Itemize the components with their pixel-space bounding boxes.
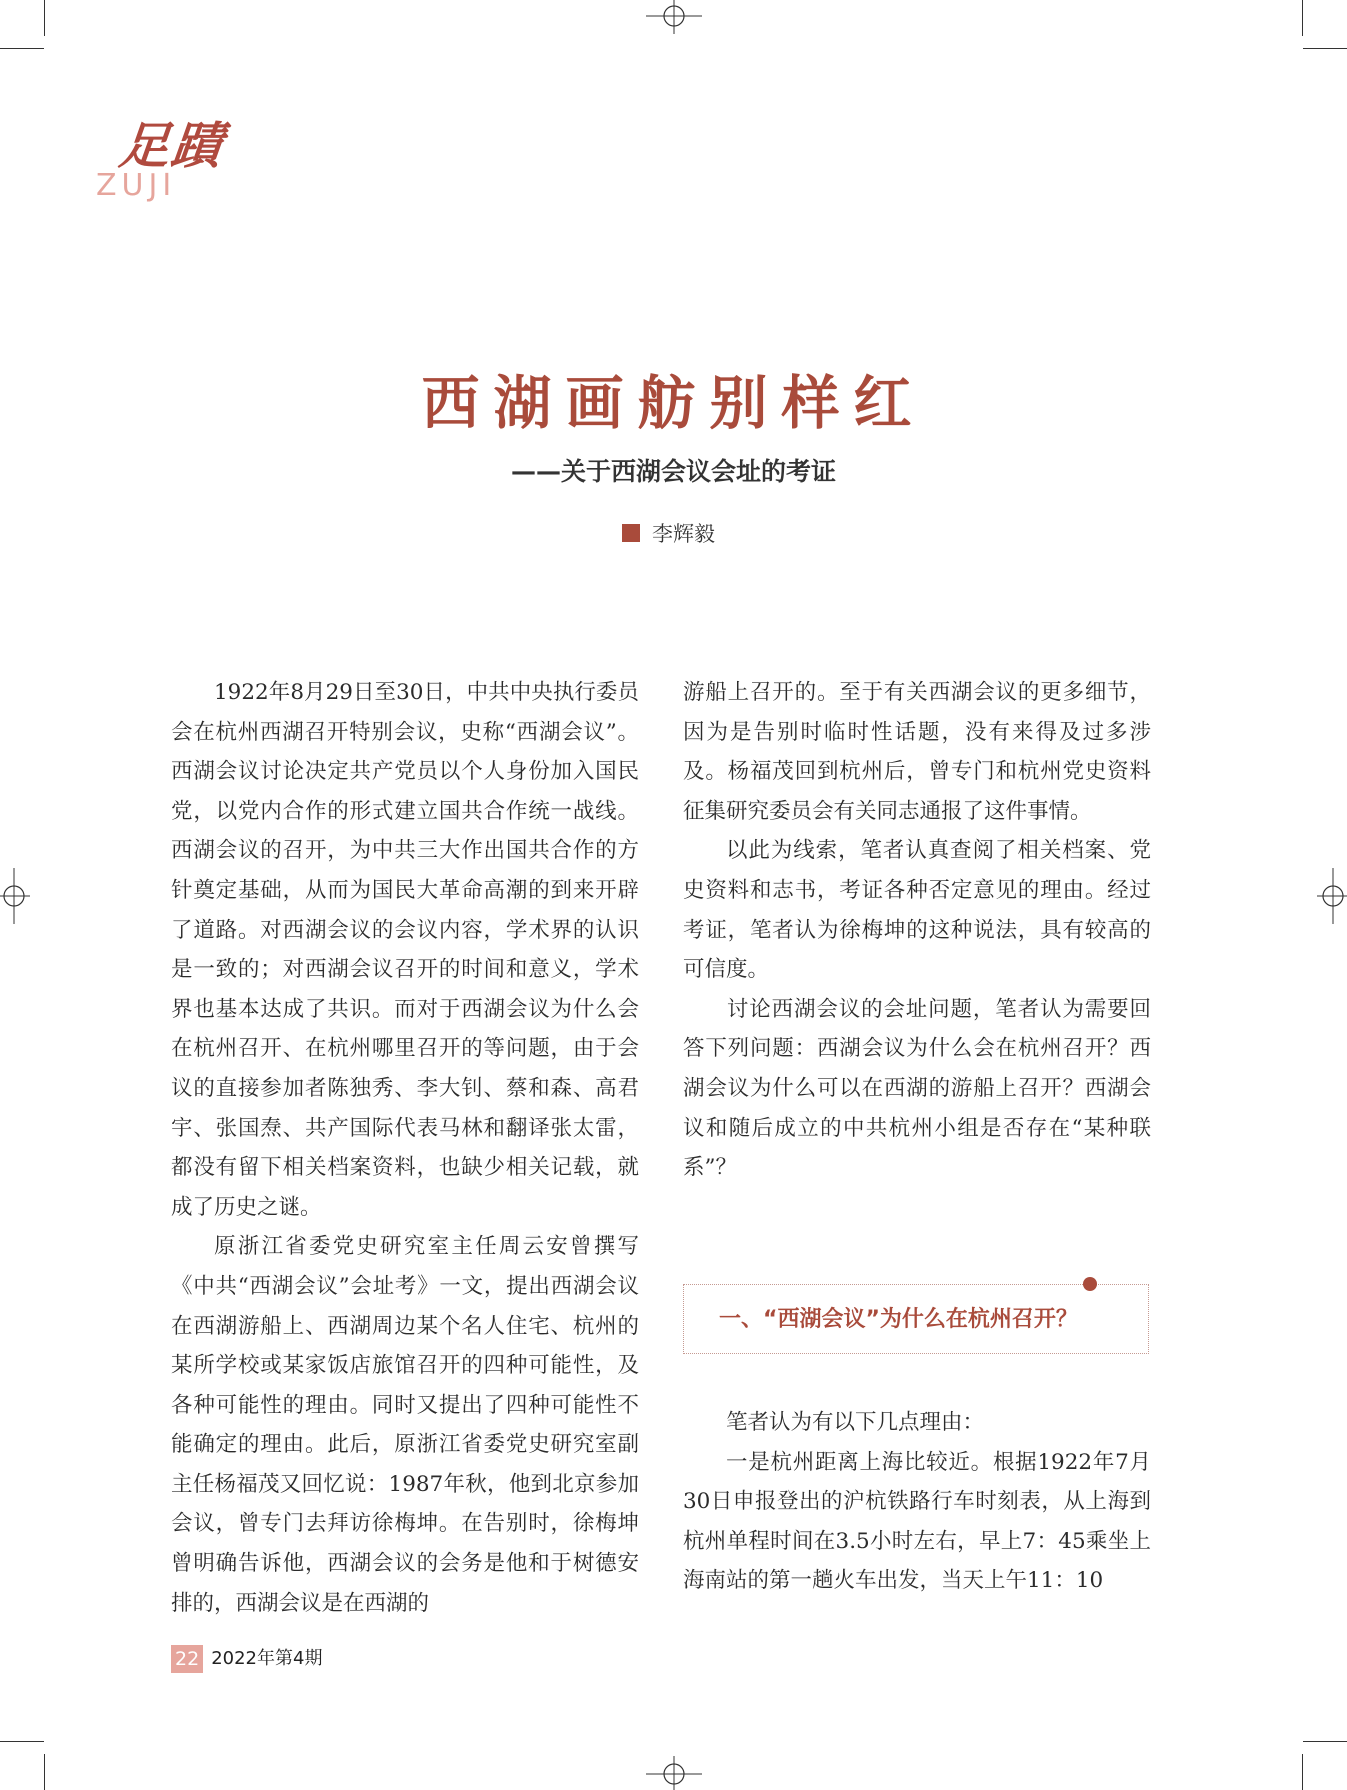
crop-mark	[1302, 0, 1303, 36]
paragraph: 讨论西湖会议的会址问题，笔者认为需要回答下列问题：西湖会议为什么会在杭州召开？西湖会议为什么可以在西湖的游船上召开？西湖会议和随后成立的中共杭州小组是否存在“某种联系”？	[683, 996, 1151, 1181]
page-footer	[171, 1644, 322, 1673]
paragraph: 原浙江省委党史研究室主任周云安曾撰写《中共“西湖会议”会址考》一文，提出西湖会议在西湖游船上、西湖周边某个名人住宅、杭州的某所学校或某家饭店旅馆召开的四种可能性，及各种可能性的理由。同时又提出了四种可能性不能确定的理由。此后，原浙江省委党史研究室副主任杨福茂又回忆说：1987年秋，他到北京参加会议，曾专门去拜访徐梅坤。在告别时，徐梅坤曾明确告诉他，西湖会议的会务是他和于树德安排的，西湖会议是在西湖的	[171, 1234, 639, 1616]
crop-mark	[0, 1741, 44, 1742]
section-heading-box	[683, 1284, 1149, 1354]
paragraph: 1922年8月29日至30日，中共中央执行委员会在杭州西湖召开特别会议，史称“西湖会议”。西湖会议讨论决定共产党员以个人身份加入国民党，以党内合作的形式建立国共合作统一战线。西湖会议的召开，为中共三大作出国共合作的方针奠定基础，从而为国民大革命高潮的到来开辟了道路。对西湖会议的会议内容，学术界的认识是一致的；对西湖会议召开的时间和意义，学术界也基本达成了共识。而对于西湖会议为什么会在杭州召开、在杭州哪里召开的等问题，由于会议的直接参加者陈独秀、李大钊、蔡和森、高君宇、张国焘、共产国际代表马林和翻译张太雷，都没有留下相关档案资料，也缺少相关记载，就成了历史之谜。	[171, 680, 639, 1220]
left-column	[171, 673, 639, 1623]
registration-mark-icon	[646, 1756, 702, 1790]
paragraph: 一是杭州距离上海比较近。根据1922年7月30日申报登出的沪杭铁路行车时刻表，从上海到杭州单程时间在3.5小时左右，早上7：45乘坐上海南站的第一趟火车出发，当天上午11：10	[683, 1449, 1151, 1594]
right-column-top	[683, 673, 1151, 1188]
registration-mark-icon	[1317, 868, 1347, 924]
paragraph: 游船上召开的。至于有关西湖会议的更多细节，因为是告别时临时性话题，没有来得及过多涉及。杨福茂回到杭州后，曾专门和杭州党史资料征集研究委员会有关同志通报了这件事情。	[683, 680, 1151, 824]
paragraph: 以此为线索，笔者认真查阅了相关档案、党史资料和志书，考证各种否定意见的理由。经过考证，笔者认为徐梅坤的这种说法，具有较高的可信度。	[683, 838, 1151, 983]
crop-mark	[1303, 48, 1347, 49]
logo-chinese-text: 足蹟	[116, 116, 227, 175]
divider	[1148, 1284, 1149, 1354]
crop-mark	[44, 0, 45, 36]
issue-label: 2022年第4期	[211, 1648, 323, 1669]
section-heading: 一、“西湖会议”为什么在杭州召开？	[719, 1307, 1078, 1332]
crop-mark	[44, 1754, 45, 1790]
bullet-dot-icon	[1083, 1277, 1097, 1291]
registration-mark-icon	[0, 868, 30, 924]
divider	[683, 1284, 684, 1354]
logo-english-text: ZUJI	[96, 168, 177, 203]
article-author	[622, 518, 715, 548]
crop-mark	[0, 48, 44, 49]
divider	[683, 1284, 1083, 1285]
paragraph: 笔者认为有以下几点理由：	[726, 1410, 985, 1435]
registration-mark-icon	[646, 0, 702, 34]
page-number: 22	[171, 1645, 203, 1673]
author-name: 李辉毅	[652, 522, 715, 546]
article-title: 西湖画舫别样红	[421, 369, 926, 437]
section-logo	[96, 106, 246, 206]
crop-mark	[1302, 1754, 1303, 1790]
author-marker-icon	[622, 524, 640, 542]
divider	[683, 1353, 1149, 1354]
right-column-bottom	[683, 1403, 1151, 1601]
crop-mark	[1303, 1741, 1347, 1742]
article-subtitle: ——关于西湖会议会址的考证	[510, 457, 836, 486]
